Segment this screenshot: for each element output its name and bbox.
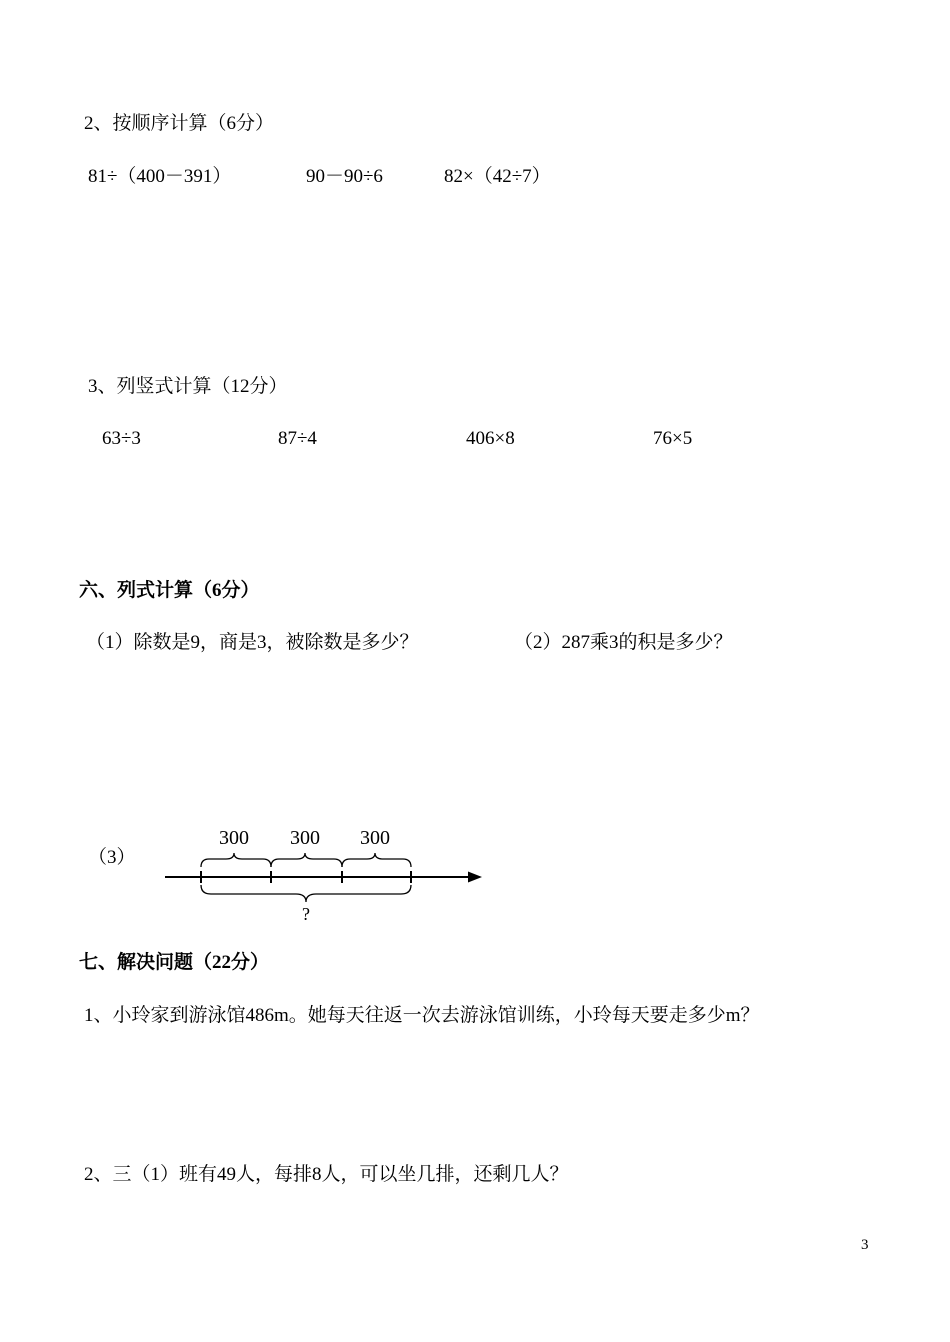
segment-label-1: 300 <box>219 827 249 849</box>
segment-label-3: 300 <box>360 827 390 849</box>
arrow-head-icon <box>468 872 482 883</box>
sec3-expr-4: 76×5 <box>653 428 693 449</box>
sec3-expr-3: 406×8 <box>466 428 515 449</box>
page-number: 3 <box>861 1237 869 1253</box>
sec3-expr-2: 87÷4 <box>278 428 317 449</box>
sec2-heading: 2、按顺序计算（6分） <box>84 113 275 134</box>
lower-brace <box>201 885 411 902</box>
sec7-question-2: 2、三（1）班有49人，每排8人，可以坐几排，还剩几人？ <box>84 1164 569 1185</box>
sec7-heading: 七、解决问题（22分） <box>79 952 270 973</box>
segment-diagram <box>160 820 490 930</box>
upper-brace-3 <box>342 853 411 867</box>
sec3-expr-1: 63÷3 <box>102 428 141 449</box>
sec7-question-1: 1、小玲家到游泳馆486m。她每天往返一次去游泳馆训练，小玲每天要走多少m？ <box>84 1005 760 1026</box>
segment-label-2: 300 <box>290 827 320 849</box>
sec6-question-3-label: （3） <box>88 847 136 868</box>
total-label: ? <box>302 904 310 924</box>
sec3-heading: 3、列竖式计算（12分） <box>88 376 288 397</box>
sec6-question-2: （2）287乘3的积是多少？ <box>514 632 733 653</box>
sec6-heading: 六、列式计算（6分） <box>79 580 260 601</box>
sec2-expr-3: 82×（42÷7） <box>444 166 551 187</box>
upper-brace-2 <box>271 853 342 867</box>
sec2-expr-1: 81÷（400－391） <box>88 166 232 187</box>
sec2-expr-2: 90－90÷6 <box>306 166 383 187</box>
upper-brace-1 <box>201 853 271 867</box>
sec6-question-1: （1）除数是9，商是3，被除数是多少？ <box>86 632 419 653</box>
